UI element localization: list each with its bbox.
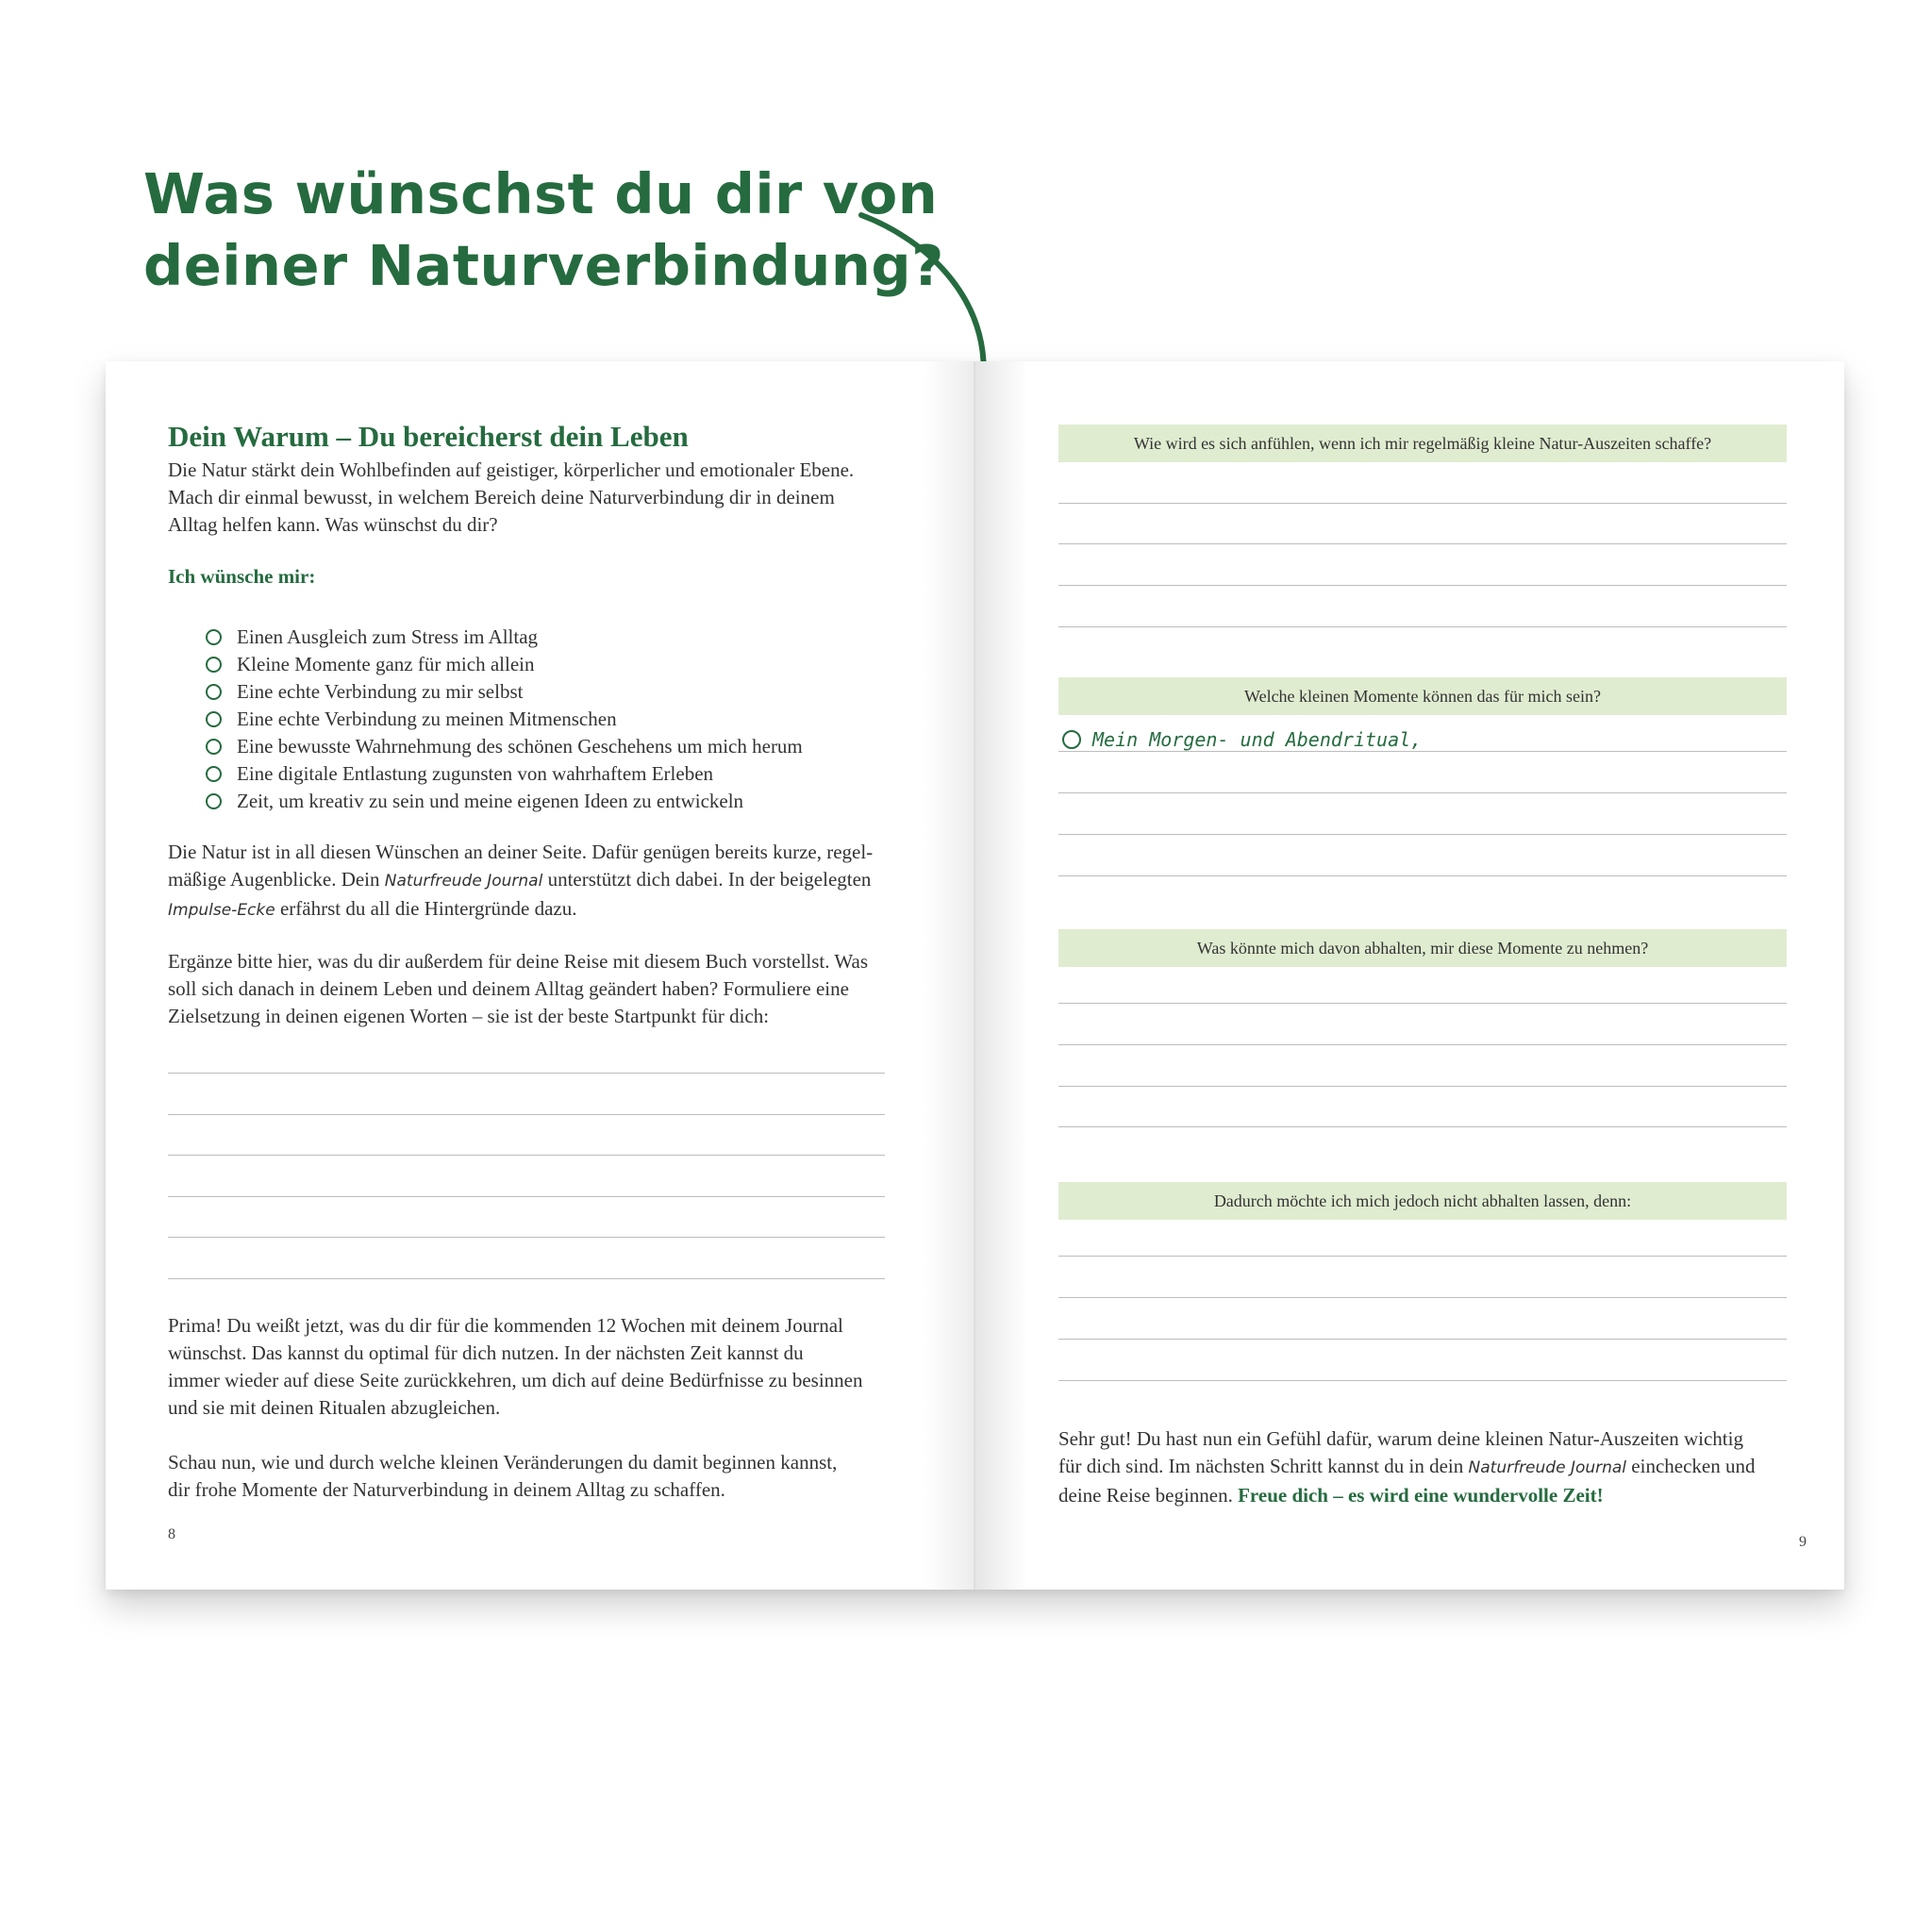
writing-line[interactable] — [1058, 1297, 1787, 1298]
text-line: Sehr gut! Du hast nun ein Gefühl dafür, warum deine kleinen Natur-Auszeiten wichtig — [1058, 1427, 1743, 1450]
text-line: unterstützt dich dabei. In der beigelegten — [542, 868, 872, 891]
text-line: erfährst du all die Hintergründe dazu. — [275, 897, 577, 920]
question-bar: Was könnte mich davon abhalten, mir diese Momente zu nehmen? — [1058, 929, 1787, 967]
handwritten-text: Mein Morgen- und Abendritual, — [1092, 728, 1423, 751]
writing-line[interactable] — [1058, 1380, 1787, 1381]
impulse-corner-name: Impulse-Ecke — [168, 901, 275, 920]
checkbox-circle-icon[interactable] — [206, 766, 222, 782]
intro-line: Alltag helfen kann. Was wünschst du dir? — [168, 513, 498, 536]
checkbox-circle-icon[interactable] — [206, 739, 222, 755]
writing-line[interactable] — [168, 1196, 885, 1197]
closing-highlight: Freue dich – es wird eine wundervolle Zeit! — [1238, 1484, 1604, 1507]
text-line: Prima! Du weißt jetzt, was du dir für die kommenden 12 Wochen mit deinem Journal — [168, 1314, 843, 1337]
journal-name: Naturfreude Journal — [384, 872, 543, 891]
page-number: 9 — [1799, 1534, 1807, 1550]
writing-line[interactable] — [1058, 585, 1787, 586]
checkbox-circle-icon[interactable] — [206, 657, 222, 673]
wish-item[interactable] — [206, 760, 803, 788]
writing-line[interactable] — [1058, 834, 1787, 835]
text-line: Schau nun, wie und durch welche kleinen Veränderungen du damit beginnen kannst, — [168, 1451, 838, 1474]
checkbox-circle-icon[interactable] — [1062, 730, 1081, 749]
left-page — [106, 361, 975, 1590]
question-bar: Welche kleinen Momente können das für mich sein? — [1058, 677, 1787, 715]
text-line: Ergänze bitte hier, was du dir außerdem für deine Reise mit diesem Buch vorstellst. Was — [168, 950, 868, 973]
writing-line[interactable] — [1058, 1339, 1787, 1340]
journal-name: Naturfreude Journal — [1468, 1458, 1627, 1477]
wish-item[interactable] — [206, 788, 803, 815]
checkbox-circle-icon[interactable] — [206, 629, 222, 645]
writing-line[interactable] — [1058, 1003, 1787, 1004]
wish-item[interactable] — [206, 624, 803, 651]
wish-label: Eine digitale Entlastung zugunsten von wahrhaftem Erleben — [237, 762, 714, 785]
writing-line[interactable] — [1058, 792, 1787, 793]
text-line: soll sich danach in deinem Leben und deinem Alltag geändert haben? Formuliere eine — [168, 977, 849, 1000]
writing-line[interactable] — [1058, 751, 1787, 752]
text-line: immer wieder auf diese Seite zurückkehren, um dich auf deine Bedürfnisse zu besinnen — [168, 1369, 863, 1391]
checkbox-circle-icon[interactable] — [206, 684, 222, 700]
wishes-subheading: Ich wünsche mir: — [168, 565, 316, 588]
writing-line[interactable] — [168, 1114, 885, 1115]
headline-line-1: Was wünschst du dir von — [143, 161, 939, 226]
question-bar: Wie wird es sich anfühlen, wenn ich mir regelmäßig kleine Natur-Auszeiten schaffe? — [1058, 425, 1787, 462]
writing-line[interactable] — [168, 1278, 885, 1279]
text-line: wünschst. Das kannst du optimal für dich nutzen. In der nächsten Zeit kannst du — [168, 1341, 804, 1364]
wish-item[interactable] — [206, 706, 803, 733]
text-line: und sie mit deinen Ritualen abzugleichen. — [168, 1396, 501, 1419]
question-bar: Dadurch möchte ich mich jedoch nicht abhalten lassen, denn: — [1058, 1182, 1787, 1220]
checkbox-circle-icon[interactable] — [206, 711, 222, 727]
text-line: mäßige Augenblicke. Dein — [168, 868, 385, 891]
intro-line: Mach dir einmal bewusst, in welchem Bereich deine Naturverbindung dir in deinem — [168, 486, 835, 508]
wish-label: Kleine Momente ganz für mich allein — [237, 653, 535, 675]
text-line: Die Natur ist in all diesen Wünschen an deiner Seite. Dafür genügen bereits kurze, regel- — [168, 841, 874, 863]
wish-label: Eine echte Verbindung zu meinen Mitmenschen — [237, 708, 617, 730]
writing-line[interactable] — [1058, 543, 1787, 544]
wish-checklist — [206, 624, 803, 815]
goal-instruction-paragraph — [168, 948, 885, 1030]
right-page — [975, 361, 1844, 1590]
wish-item[interactable] — [206, 678, 803, 706]
wish-item[interactable] — [206, 733, 803, 760]
wish-label: Eine bewusste Wahrnehmung des schönen Geschehens um mich herum — [237, 735, 803, 758]
intro-paragraph — [168, 457, 885, 539]
writing-line[interactable] — [1058, 875, 1787, 876]
book-spread — [106, 361, 1844, 1590]
writing-line[interactable] — [1058, 1256, 1787, 1257]
writing-line[interactable] — [1058, 626, 1787, 627]
text-line: deine Reise beginnen. — [1058, 1484, 1239, 1507]
writing-line[interactable] — [168, 1073, 885, 1074]
summary-paragraph — [168, 1312, 885, 1422]
wish-item[interactable] — [206, 651, 803, 678]
wish-label: Eine echte Verbindung zu mir selbst — [237, 680, 524, 703]
headline — [143, 158, 944, 302]
nature-paragraph — [168, 839, 885, 924]
writing-line[interactable] — [1058, 1126, 1787, 1127]
intro-line: Die Natur stärkt dein Wohlbefinden auf geistiger, körperlicher und emotionaler Ebene. — [168, 458, 855, 481]
next-steps-paragraph — [168, 1449, 885, 1504]
page-title: Dein Warum – Du bereicherst dein Leben — [168, 420, 689, 453]
writing-line[interactable] — [168, 1237, 885, 1238]
page-number: 8 — [168, 1526, 175, 1542]
text-line: Zielsetzung in deinen eigenen Worten – sie ist der beste Startpunkt für dich: — [168, 1005, 770, 1027]
handwritten-entry[interactable] — [1062, 728, 1422, 751]
writing-line[interactable] — [1058, 1086, 1787, 1087]
writing-line[interactable] — [168, 1155, 885, 1156]
wish-label: Einen Ausgleich zum Stress im Alltag — [237, 625, 539, 648]
text-line: dir frohe Momente der Naturverbindung in deinem Alltag zu schaffen. — [168, 1478, 725, 1501]
text-line: für dich sind. Im nächsten Schritt kannst du in dein — [1058, 1455, 1469, 1477]
writing-line[interactable] — [1058, 1044, 1787, 1045]
wish-label: Zeit, um kreativ zu sein und meine eigenen Ideen zu entwickeln — [237, 790, 744, 812]
headline-line-2: deiner Naturverbindung? — [143, 233, 944, 298]
checkbox-circle-icon[interactable] — [206, 793, 222, 809]
writing-line[interactable] — [1058, 503, 1787, 504]
closing-paragraph — [1058, 1425, 1790, 1509]
text-line: einchecken und — [1626, 1455, 1756, 1477]
